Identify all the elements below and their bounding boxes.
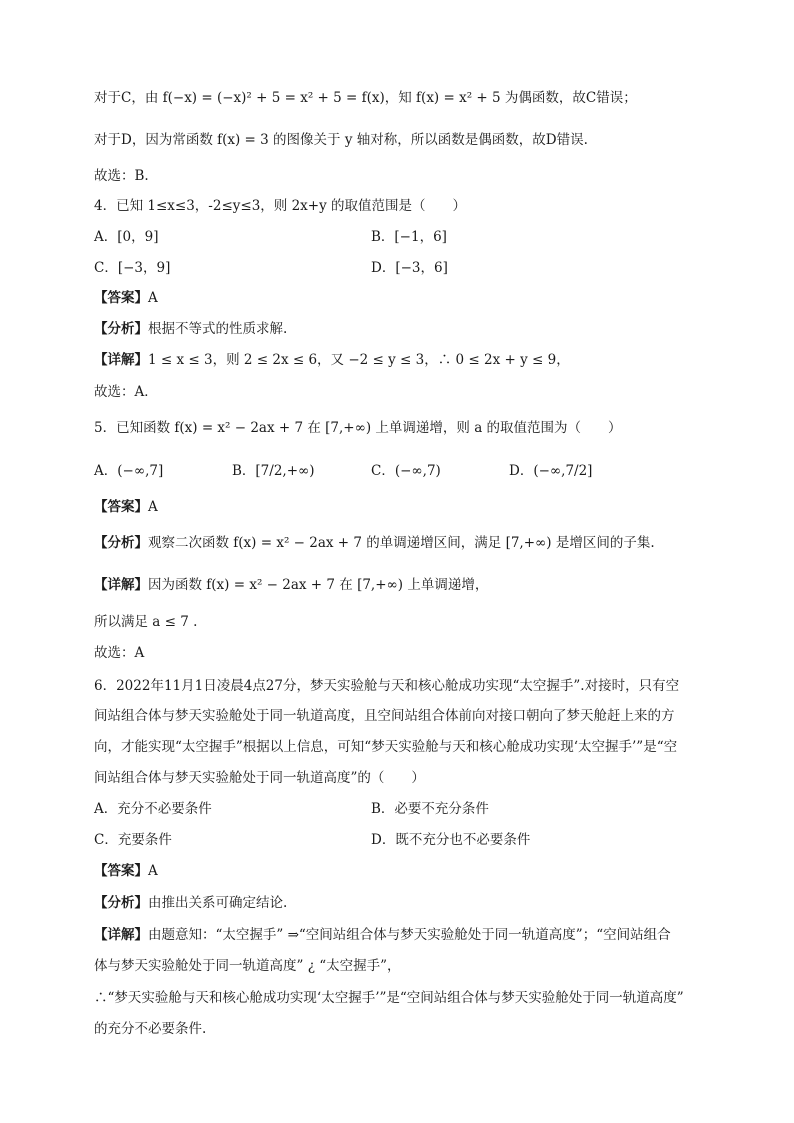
analysis-text: 由推出关系可确定结论. bbox=[148, 895, 288, 911]
q4-analysis bbox=[94, 319, 287, 339]
answer-value: A bbox=[148, 863, 158, 879]
q6-answer bbox=[94, 861, 158, 881]
q6-stem-line-1: 6．2022年11月1日凌晨4点27分，梦天实验舱与天和核心舱成功实现“太空握手”.对接时，只有空 bbox=[94, 678, 680, 694]
q6-option-d: D．既不充分也不必要条件 bbox=[371, 832, 531, 848]
detail-tag: 【详解】 bbox=[94, 577, 148, 593]
q5-stem: 5．已知函数 f(x) = x² − 2ax + 7 在 [7,+∞) 上单调递增，则 a 的取值范围为（ ） bbox=[94, 420, 622, 436]
q5-detail-2: 所以满足 a ≤ 7 . bbox=[94, 614, 198, 630]
answer-tag: 【答案】 bbox=[94, 863, 148, 879]
q6-option-b: B．必要不充分条件 bbox=[371, 801, 489, 817]
q6-option-c: C．充要条件 bbox=[94, 832, 172, 848]
answer-tag: 【答案】 bbox=[94, 499, 148, 515]
q6-detail-line-4: 的充分不必要条件. bbox=[94, 1021, 207, 1037]
q5-detail bbox=[94, 575, 488, 595]
answer-value: A bbox=[148, 290, 158, 306]
q6-stem-line-3: 向，才能实现“太空握手”根据以上信息，可知“梦天实验舱与天和核心舱成功实现‘太空握手’”是“空 bbox=[94, 739, 678, 755]
analysis-text: 观察二次函数 f(x) = x² − 2ax + 7 的单调递增区间，满足 [7,+∞) 是增区间的子集. bbox=[148, 535, 655, 551]
detail-tag: 【详解】 bbox=[94, 352, 148, 368]
analysis-text: 根据不等式的性质求解. bbox=[148, 321, 288, 337]
q6-stem-line-4: 间站组合体与梦天实验舱处于同一轨道高度”的（ ） bbox=[94, 770, 425, 786]
analysis-tag: 【分析】 bbox=[94, 895, 148, 911]
q6-detail-line-2: 体与梦天实验舱处于同一轨道高度” ¿ “太空握手”， bbox=[94, 958, 401, 974]
q4-option-c: C．[−3，9] bbox=[94, 260, 171, 276]
q6-stem-line-2: 间站组合体与梦天实验舱处于同一轨道高度，且空间站组合体前向对接口朝向了梦天舱赶上来的方 bbox=[94, 708, 675, 724]
q4-option-b: B．[−1，6] bbox=[371, 229, 447, 245]
detail-text: 1 ≤ x ≤ 3，则 2 ≤ 2x ≤ 6，又 −2 ≤ y ≤ 3，∴ 0 ≤ 2x + y ≤ 9， bbox=[148, 352, 570, 368]
option-d-analysis: 对于D，因为常函数 f(x) = 3 的图像关于 y 轴对称，所以函数是偶函数，故D错误. bbox=[94, 132, 588, 148]
option-c-analysis: 对于C，由 f(−x) = (−x)² + 5 = x² + 5 = f(x)，知 f(x) = x² + 5 为偶函数，故C错误； bbox=[94, 90, 637, 106]
q5-choice: 故选：A bbox=[94, 645, 145, 661]
q4-option-d: D．[−3，6] bbox=[371, 260, 448, 276]
q4-detail bbox=[94, 350, 570, 370]
q4-answer bbox=[94, 288, 158, 308]
q4-stem: 4．已知 1≤x≤3，-2≤y≤3，则 2x+y 的取值范围是（ ） bbox=[94, 198, 467, 214]
analysis-tag: 【分析】 bbox=[94, 535, 148, 551]
q5-analysis bbox=[94, 533, 655, 553]
detail-tag: 【详解】 bbox=[94, 927, 148, 943]
q5-option-d: D．(−∞,7/2] bbox=[509, 463, 593, 479]
analysis-tag: 【分析】 bbox=[94, 321, 148, 337]
answer-value: A bbox=[148, 499, 158, 515]
detail-text: 由题意知：“太空握手” ⇒“空间站组合体与梦天实验舱处于同一轨道高度”；“空间站组合 bbox=[148, 927, 671, 943]
q6-option-a: A．充分不必要条件 bbox=[94, 801, 212, 817]
q5-answer bbox=[94, 497, 158, 517]
detail-text: 因为函数 f(x) = x² − 2ax + 7 在 [7,+∞) 上单调递增， bbox=[148, 577, 489, 593]
q5-option-a: A．(−∞,7] bbox=[94, 463, 164, 479]
q4-choice: 故选：A． bbox=[94, 384, 158, 400]
q6-detail-line-3: ∴“梦天实验舱与天和核心舱成功实现‘太空握手’”是“空间站组合体与梦天实验舱处于同一轨道高度” bbox=[94, 990, 684, 1006]
answer-tag: 【答案】 bbox=[94, 290, 148, 306]
q4-option-a: A．[0，9] bbox=[94, 229, 159, 245]
q5-option-b: B．[7/2,+∞) bbox=[232, 463, 315, 479]
q5-option-c: C．(−∞,7) bbox=[371, 463, 441, 479]
q6-detail-line-1 bbox=[94, 925, 671, 945]
previous-choice: 故选：B. bbox=[94, 168, 149, 184]
q6-analysis bbox=[94, 893, 287, 913]
